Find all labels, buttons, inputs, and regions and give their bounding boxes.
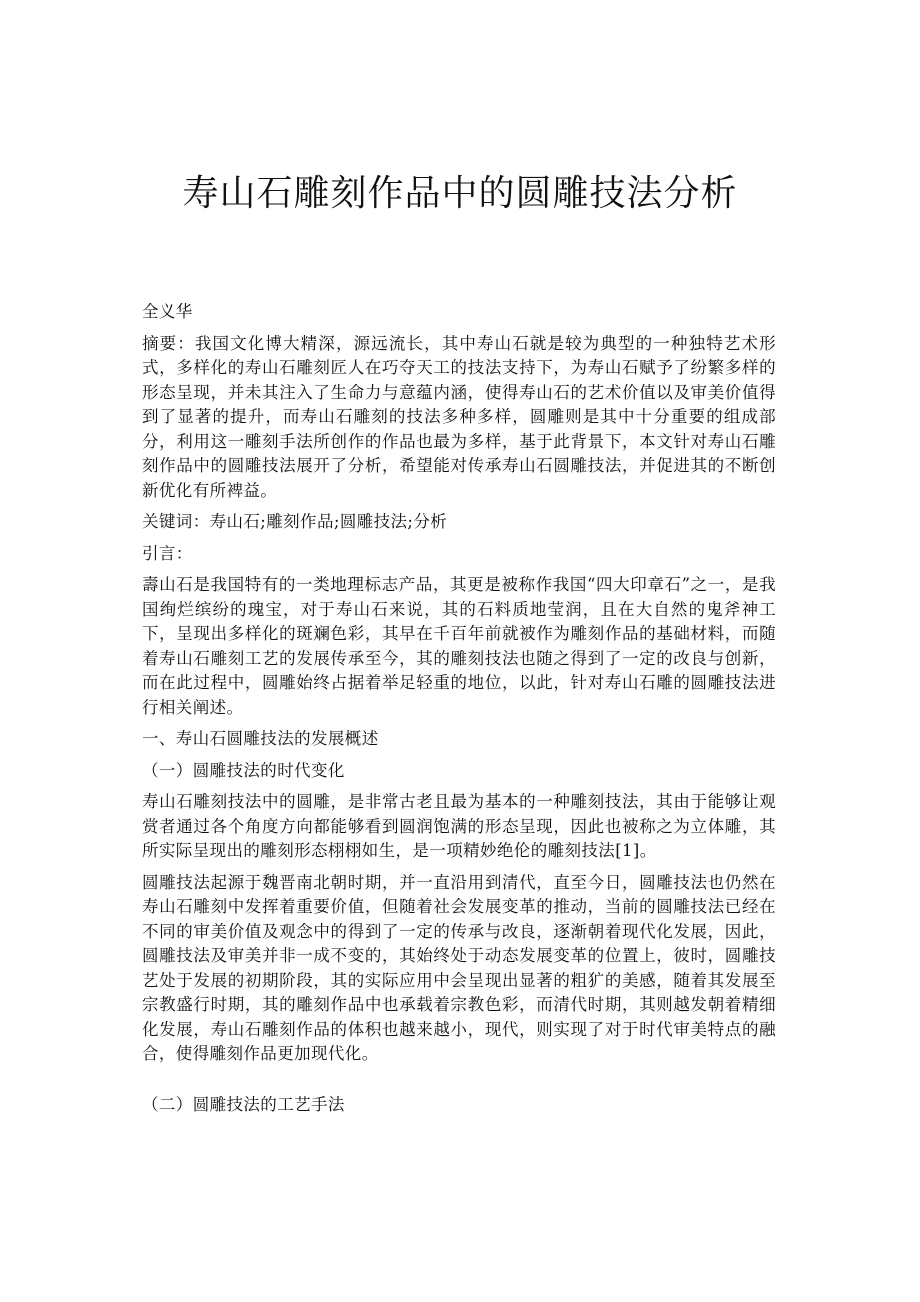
subsection-heading: （二）圆雕技法的工艺手法 xyxy=(142,1094,345,1114)
author-line: 全义华 xyxy=(142,302,193,321)
intro-paragraph: 壽山石是我国特有的一类地理标志产品，其更是被称作我国“四大印章石”之一，是我国绚烂缤纷的瑰宝，对于寿山石来说，其的石料质地莹润，且在大自然的鬼斧神工下，呈现出多样化的斑斓色彩，其早在千百年前就被作为雕刻作品的基础材料，而随着寿山石雕刻工艺的发展传承至今，其的雕刻技法也随之得到了一定的改良与创新，而在此过程中，圆雕始终占据着举足轻重的地位，以此，针对寿山石雕的圆雕技法进行相关阐述。 xyxy=(142,575,776,717)
keywords-line: 关键词：寿山石;雕刻作品;圆雕技法;分析 xyxy=(142,512,448,531)
intro-heading: 引言： xyxy=(142,543,193,563)
section-heading: 一、寿山石圆雕技法的发展概述 xyxy=(142,729,379,748)
abstract-paragraph: 摘要：我国文化博大精深，源远流长，其中寿山石就是较为典型的一种独特艺术形式，多样化的寿山石雕刻匠人在巧夺天工的技法支持下，为寿山石赋予了纷繁多样的形态呈现，并未其注入了生命力与意蕴内涵，使得寿山石的艺术价值以及审美价值得到了显著的提升，而寿山石雕刻的技法多种多样，圆雕则是其中十分重要的组成部分，利用这一雕刻手法所创作的作品也最为多样，基于此背景下，本文针对寿山石雕刻作品中的圆雕技法展开了分析，希望能对传承寿山石圆雕技法，并促进其的不断创新优化有所裨益。 xyxy=(142,333,776,500)
document-body xyxy=(142,300,776,1124)
body-paragraph: 寿山石雕刻技法中的圆雕，是非常古老且最为基本的一种雕刻技法，其由于能够让观赏者通过各个角度方向都能够看到圆润饱满的形态呈现，因此也被称之为立体雕，其所实际呈现出的雕刻形态栩栩如生，是一项精妙绝伦的雕刻技法[1]。 xyxy=(142,792,776,860)
body-paragraph: 圆雕技法起源于魏晋南北朝时期，并一直沿用到清代，直至今日，圆雕技法也仍然在寿山石雕刻中发挥着重要价值，但随着社会发展变革的推动，当前的圆雕技法已经在不同的审美价值及观念中的得到了一定的传承与改良，逐渐朝着现代化发展，因此，圆雕技法及审美并非一成不变的，其始终处于动态发展变革的位置上，彼时，圆雕技艺处于发展的初期阶段，其的实际应用中会呈现出显著的粗犷的美感，随着其发展至宗教盛行时期，其的雕刻作品中也承载着宗教色彩，而清代时期，其则越发朝着精细化发展，寿山石雕刻作品的体积也越来越小，现代，则实现了对于时代审美特点的融合，使得雕刻作品更加现代化。 xyxy=(142,872,776,1063)
subsection-heading: （一）圆雕技法的时代变化 xyxy=(142,760,345,780)
document-title: 寿山石雕刻作品中的圆雕技法分析 xyxy=(182,173,738,214)
